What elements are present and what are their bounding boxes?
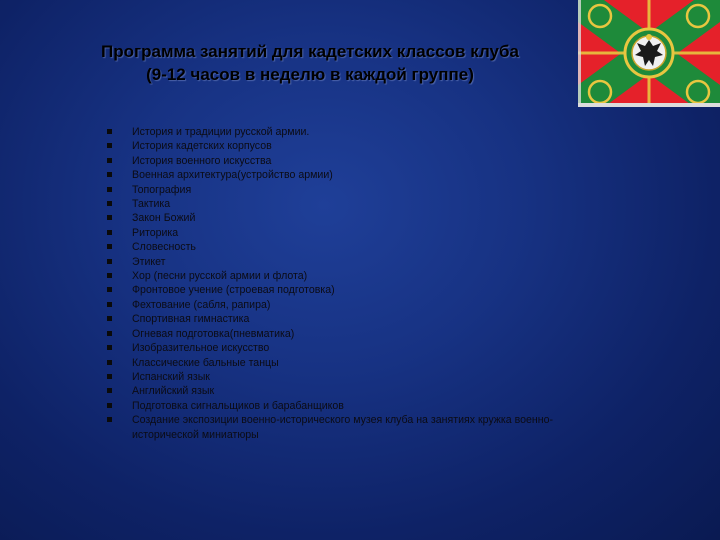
program-list [104, 125, 624, 442]
list-item [104, 226, 624, 240]
slide-title [60, 40, 560, 86]
square-bullet-icon [107, 316, 112, 321]
list-item-text: Классические бальные танцы [132, 356, 279, 369]
list-item-text: Военная архитектура(устройство армии) [132, 169, 333, 182]
list-item-text: Спортивная гимнастика [132, 313, 250, 326]
square-bullet-icon [107, 129, 112, 134]
square-bullet-icon [107, 259, 112, 264]
list-item [104, 269, 624, 283]
list-item-text: Фехтование (сабля, рапира) [132, 298, 271, 311]
square-bullet-icon [107, 302, 112, 307]
square-bullet-icon [107, 287, 112, 292]
list-item-text: Изобразительное искусство [132, 342, 270, 355]
list-item [104, 125, 624, 139]
list-item [104, 168, 624, 182]
list-item [104, 283, 624, 297]
square-bullet-icon [107, 215, 112, 220]
list-item [104, 399, 624, 413]
square-bullet-icon [107, 201, 112, 206]
list-item-text: Словесность [132, 241, 196, 254]
list-item [104, 197, 624, 211]
list-item-text: Риторика [132, 226, 179, 239]
list-item-text: Фронтовое учение (строевая подготовка) [132, 284, 335, 297]
list-item-text: Топография [132, 183, 192, 196]
square-bullet-icon [107, 273, 112, 278]
square-bullet-icon [107, 143, 112, 148]
list-item [104, 298, 624, 312]
list-item [104, 370, 624, 384]
list-item [104, 356, 624, 370]
square-bullet-icon [107, 230, 112, 235]
square-bullet-icon [107, 388, 112, 393]
list-item-text: Огневая подготовка(пневматика) [132, 327, 295, 340]
list-item [104, 240, 624, 254]
list-item [104, 183, 624, 197]
list-item [104, 211, 624, 225]
list-item-text: Испанский язык [132, 370, 210, 383]
list-item-text: Подготовка сигнальщиков и барабанщиков [132, 399, 344, 412]
list-item [104, 139, 624, 153]
title-line-2: (9-12 часов в неделю в каждой группе) [146, 65, 474, 84]
list-item-text: Создание экспозиции военно-исторического музея клуба на занятиях кружка военно-исторической миниатюры [132, 414, 554, 441]
square-bullet-icon [107, 403, 112, 408]
list-item-text: Английский язык [132, 385, 215, 398]
title-line-1: Программа занятий для кадетских классов клуба [101, 42, 519, 61]
list-item [104, 255, 624, 269]
list-item-text: История и традиции русской армии. [132, 126, 310, 138]
list-item-text: История кадетских корпусов [132, 140, 272, 153]
square-bullet-icon [107, 331, 112, 336]
square-bullet-icon [107, 244, 112, 249]
list-item [104, 384, 624, 398]
military-flag-icon [578, 0, 720, 107]
list-item-text: Закон Божий [132, 212, 196, 225]
square-bullet-icon [107, 345, 112, 350]
square-bullet-icon [107, 172, 112, 177]
list-item [104, 327, 624, 341]
square-bullet-icon [107, 374, 112, 379]
square-bullet-icon [107, 417, 112, 422]
list-item [104, 154, 624, 168]
list-item [104, 312, 624, 326]
list-item-text: Тактика [132, 198, 171, 211]
square-bullet-icon [107, 187, 112, 192]
square-bullet-icon [107, 360, 112, 365]
list-item [104, 341, 624, 355]
list-item-text: Этикет [132, 255, 166, 268]
list-item [104, 413, 612, 442]
square-bullet-icon [107, 158, 112, 163]
list-item-text: Хор (песни русской армии и флота) [132, 270, 308, 283]
list-item-text: История военного искусства [132, 154, 272, 167]
